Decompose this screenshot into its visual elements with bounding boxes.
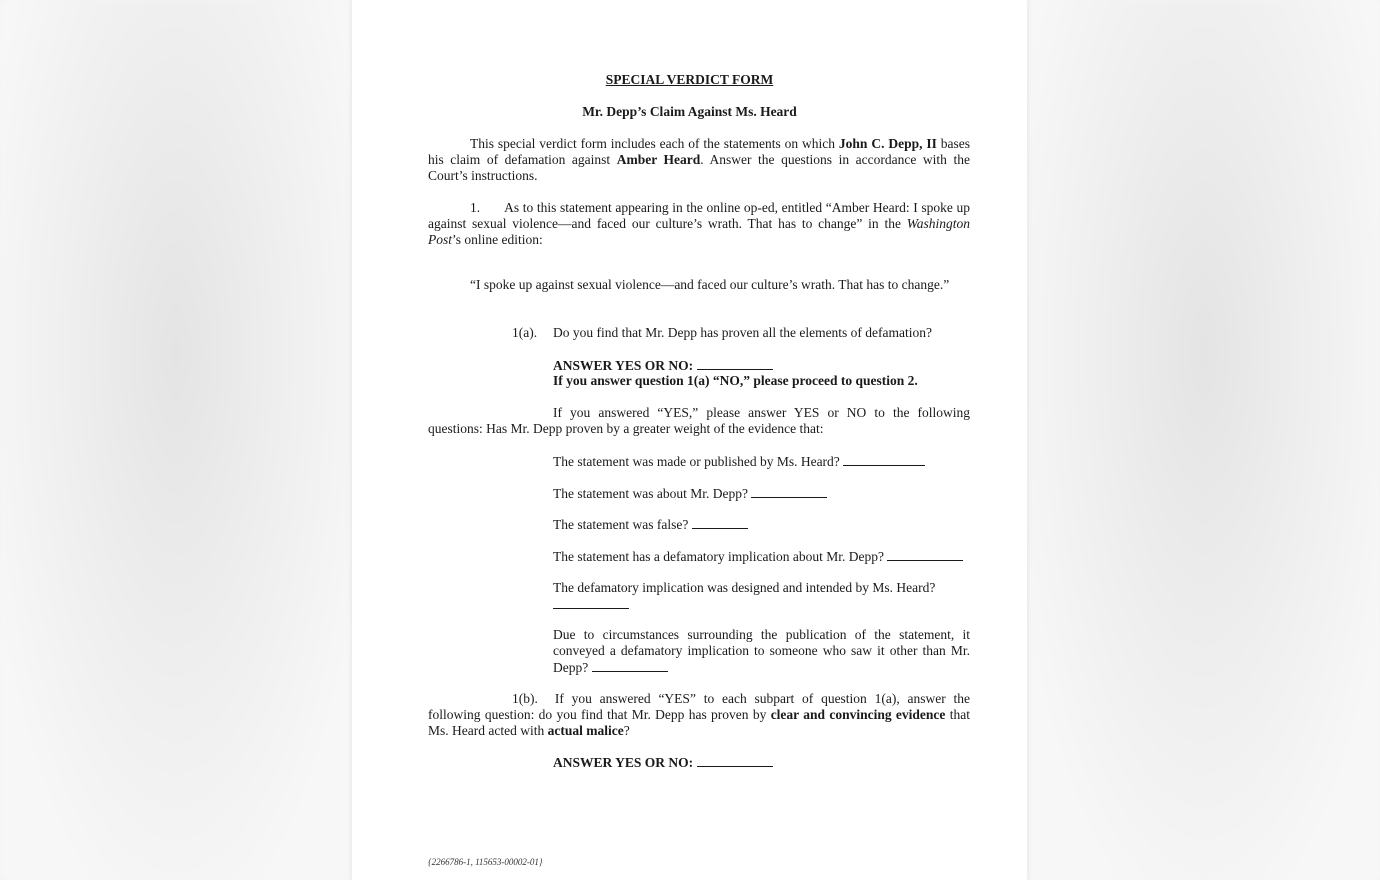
question-1-text-end: ’s online edition: (452, 232, 543, 247)
defendant-name: Amber Heard (616, 152, 701, 167)
subquestion-2-blank[interactable] (751, 485, 827, 498)
question-1b-text-3: ? (623, 723, 630, 738)
instruction-1a: If you answer question 1(a) “NO,” please proceed to question 2. (553, 373, 918, 388)
malice-term: actual malice (547, 723, 624, 738)
subquestion-6 (553, 627, 970, 676)
publication-name: Washington Post (428, 216, 970, 247)
answer-blank-1a[interactable] (697, 357, 773, 370)
plaintiff-name: John C. Depp, II (838, 136, 937, 151)
subquestion-5 (553, 580, 970, 613)
document-footer-id: {2266786-1, 115653-00002-01} (428, 857, 543, 867)
subquestion-6-text: Due to circumstances surrounding the publication of the statement, it conveyed a defamatory implication to someone who saw it other than Mr. Depp? (553, 627, 970, 675)
subquestion-3 (553, 516, 748, 533)
background-left-blur (0, 0, 352, 880)
form-subtitle: Mr. Depp’s Claim Against Ms. Heard (582, 104, 797, 119)
subquestion-4-blank[interactable] (887, 548, 963, 561)
question-1-number: 1. (470, 200, 481, 215)
intro-text-3: . Answer the questions in accordance with the Court’s instructions. (428, 152, 970, 183)
subquestion-2 (553, 485, 827, 502)
subquestion-6-blank[interactable] (592, 659, 668, 672)
form-title: SPECIAL VERDICT FORM (605, 72, 774, 87)
question-1b-text-1: If you answered “YES” to each subpart of question 1(a), answer the following question: do you find that Mr. Depp has proven by (428, 691, 970, 722)
verdict-form-page (352, 0, 1027, 880)
subquestion-1 (553, 453, 925, 470)
question-1b-paragraph (428, 691, 970, 739)
answer-line-1a (553, 357, 773, 374)
subquestion-2-text: The statement was about Mr. Depp? (553, 486, 748, 501)
answer-label-1a: ANSWER YES OR NO: (553, 358, 694, 373)
subquestion-5-text: The defamatory implication was designed and intended by Ms. Heard? (553, 580, 936, 595)
question-1-text: As to this statement appearing in the online op-ed, entitled “Amber Heard: I spoke up against sexual violence—and faced our culture’s wrath. That has to change” in the (428, 200, 970, 231)
intro-paragraph (428, 136, 970, 184)
followup-lead-paragraph: If you answered “YES,” please answer YES or NO to the following questions: Has Mr. Depp proven by a greater weight of the evidence that: (428, 405, 970, 436)
question-1b-text-2: that Ms. Heard acted with (428, 707, 970, 738)
answer-blank-1b[interactable] (697, 754, 773, 767)
statement-quote: “I spoke up against sexual violence—and faced our culture’s wrath. That has to change.” (470, 277, 950, 292)
answer-line-1b (553, 754, 773, 771)
question-1b-label: 1(b). (512, 691, 538, 706)
subquestion-1-text: The statement was made or published by Ms. Heard? (553, 454, 840, 469)
question-1a-text: Do you find that Mr. Depp has proven all the elements of defamation? (553, 325, 933, 340)
subquestion-4-text: The statement has a defamatory implication about Mr. Depp? (553, 549, 885, 564)
subquestion-3-blank[interactable] (692, 516, 748, 529)
subquestion-5-blank[interactable] (553, 596, 629, 609)
subquestion-4 (553, 548, 963, 565)
question-1a-label: 1(a). (512, 325, 538, 340)
intro-text-2: bases his claim of defamation against (428, 136, 971, 167)
answer-label-1b: ANSWER YES OR NO: (553, 755, 694, 770)
evidence-standard: clear and convincing evidence (770, 707, 946, 722)
question-1-paragraph (428, 200, 970, 248)
subquestion-3-text: The statement was false? (553, 517, 689, 532)
subquestion-1-blank[interactable] (843, 453, 925, 466)
background-right-blur (1027, 0, 1380, 880)
intro-text-1: This special verdict form includes each of the statements on which (470, 136, 839, 151)
